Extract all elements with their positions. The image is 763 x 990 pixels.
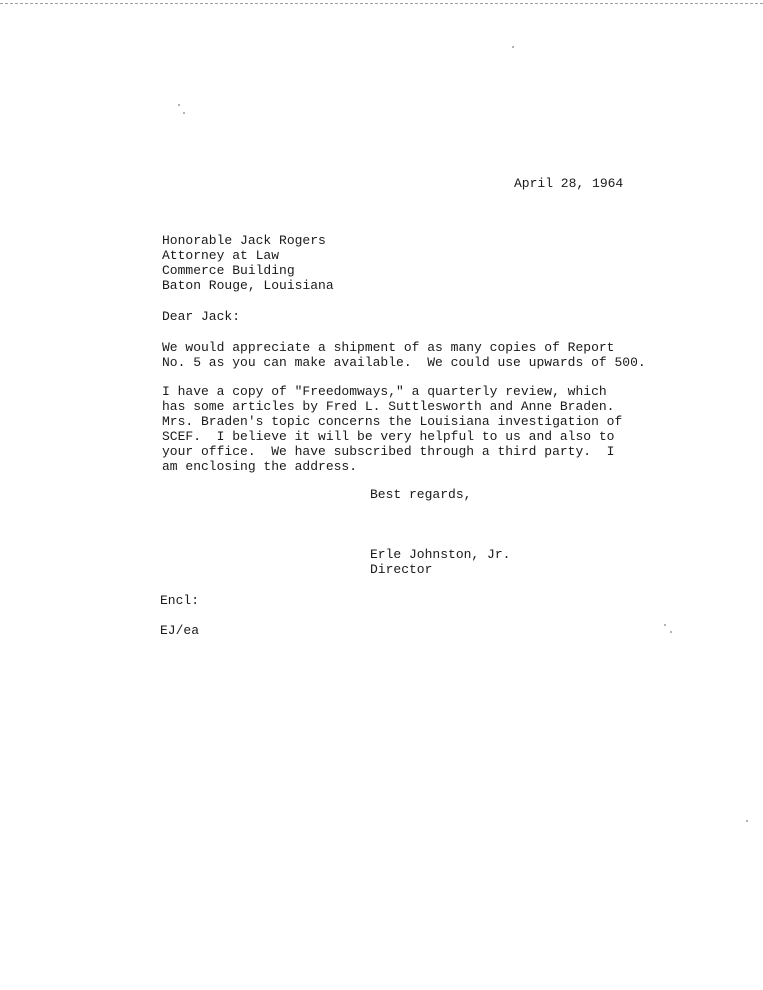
letter-date: April 28, 1964: [514, 176, 624, 191]
paragraph-line: I have a copy of "Freedomways," a quarterly review, which: [162, 384, 607, 399]
recipient-building: Commerce Building: [162, 263, 295, 278]
paragraph-line: We would appreciate a shipment of as many copies of Report: [162, 340, 615, 355]
closing: Best regards,: [370, 487, 472, 502]
paper-speck: [183, 112, 185, 114]
recipient-name: Honorable Jack Rogers: [162, 233, 326, 248]
recipient-city: Baton Rouge, Louisiana: [162, 278, 334, 293]
paper-speck: [664, 624, 666, 626]
reference-initials: EJ/ea: [160, 623, 200, 638]
paragraph-2: [162, 384, 622, 474]
signature-title: Director: [370, 562, 433, 577]
paper-speck: [512, 46, 514, 48]
paragraph-1: [162, 340, 646, 370]
paragraph-line: SCEF. I believe it will be very helpful to us and also to: [162, 429, 615, 444]
signature-block: [370, 547, 510, 577]
paper-speck: [670, 631, 672, 633]
page-top-edge: [0, 3, 763, 6]
paragraph-line: am enclosing the address.: [162, 459, 358, 474]
salutation: Dear Jack:: [162, 309, 241, 324]
paragraph-line: Mrs. Braden's topic concerns the Louisiana investigation of: [162, 414, 623, 429]
paragraph-line: your office. We have subscribed through a third party. I: [162, 444, 615, 459]
paper-speck: [178, 104, 180, 106]
paragraph-line: No. 5 as you can make available. We could use upwards of 500.: [162, 355, 646, 370]
paragraph-line: has some articles by Fred L. Suttlesworth and Anne Braden.: [162, 399, 615, 414]
enclosure-note: Encl:: [160, 593, 200, 608]
paper-speck: [746, 820, 748, 822]
recipient-title: Attorney at Law: [162, 248, 280, 263]
signature-name: Erle Johnston, Jr.: [370, 547, 511, 562]
